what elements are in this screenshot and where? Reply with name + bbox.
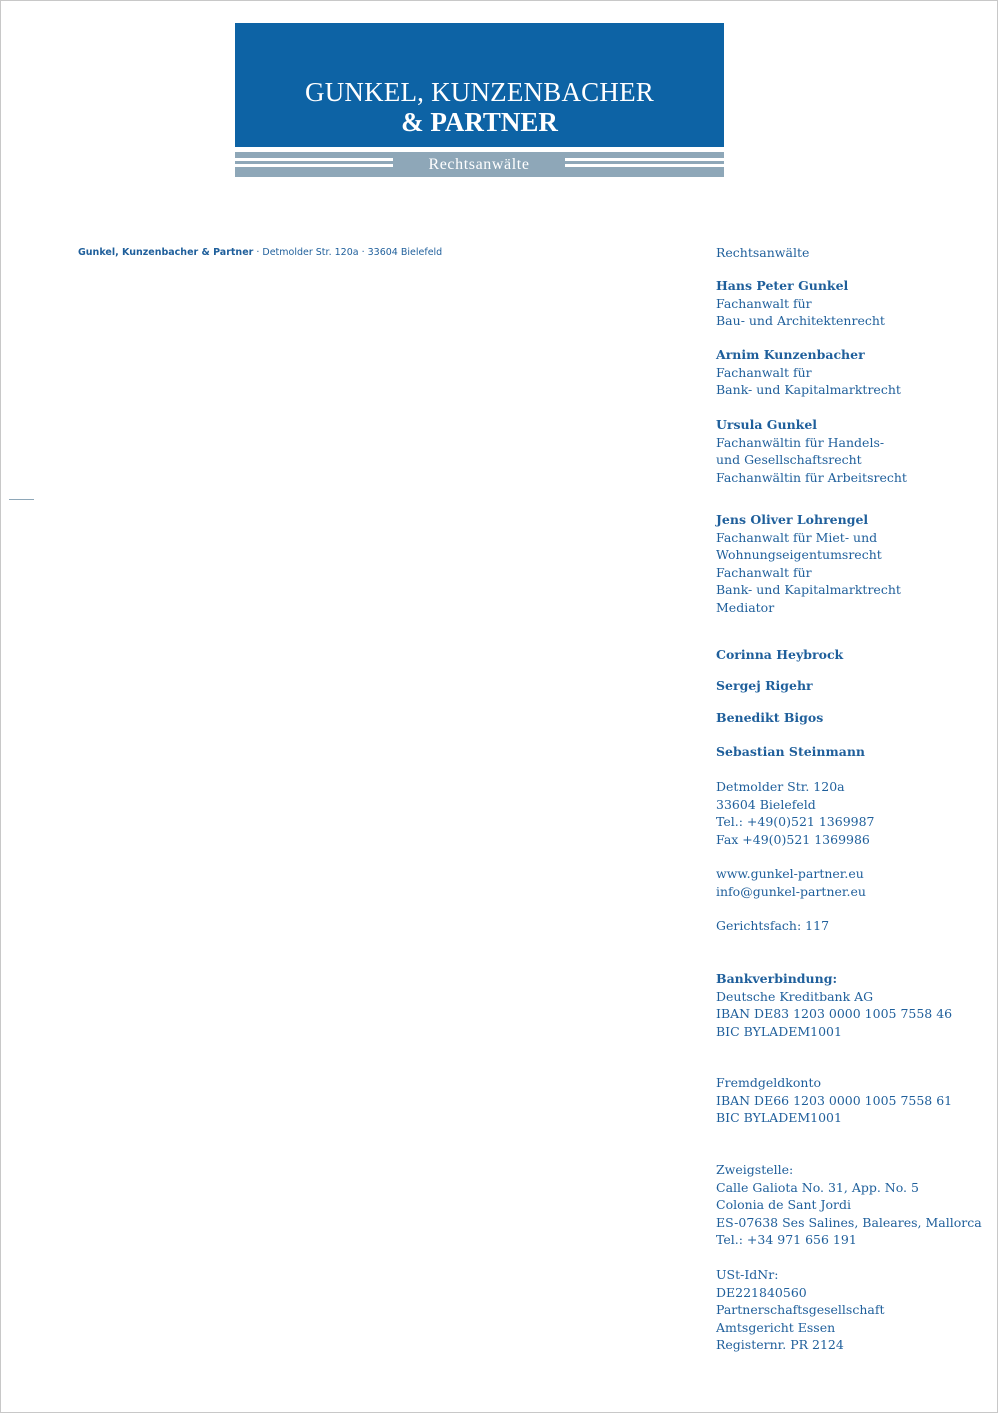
bank-details: [716, 970, 952, 1040]
associate-name: Corinna Heybrock: [716, 647, 844, 662]
sender-name: Gunkel, Kunzenbacher & Partner: [78, 247, 254, 258]
branch-office: [716, 1161, 982, 1249]
court-box: Gerichtsfach: 117: [716, 918, 830, 933]
sender-address: · Detmolder Str. 120a · 33604 Bielefeld: [253, 247, 443, 258]
associate-name: Sebastian Steinmann: [716, 744, 866, 759]
lawyer-title: Fachanwältin für Handels-: [716, 434, 885, 450]
lawyer-title: Wohnungseigentumsrecht: [716, 547, 882, 562]
lawyer-title: Fachanwalt für: [716, 295, 812, 311]
lawyer-title: Bank- und Kapitalmarktrecht: [716, 582, 901, 597]
trust-account-iban: IBAN DE66 1203 0000 1005 7558 61: [716, 1092, 953, 1108]
trust-account: [716, 1074, 952, 1127]
sender-return-address: [78, 247, 442, 258]
branch-label: Zweigstelle:: [716, 1162, 794, 1177]
lawyer-title: Bank- und Kapitalmarktrecht: [716, 382, 901, 397]
legal-info: [716, 1266, 884, 1354]
lawyer-name: Arnim Kunzenbacher: [716, 347, 865, 362]
lawyer-entry: [716, 277, 885, 330]
website-link: www.gunkel-partner.eu: [716, 866, 864, 881]
bank-iban: IBAN DE83 1203 0000 1005 7558 46: [716, 1006, 953, 1021]
branch-city: ES-07638 Ses Salines, Baleares, Mallorca: [716, 1214, 982, 1230]
vat-id: DE221840560: [716, 1284, 807, 1300]
bank-name: Deutsche Kreditbank AG: [716, 988, 874, 1004]
lawyer-entry: [716, 346, 901, 399]
branch-phone: Tel.: +34 971 656 191: [716, 1232, 857, 1247]
company-type: Partnerschaftsgesellschaft: [716, 1302, 885, 1317]
lawyer-title: Fachanwalt für: [716, 364, 812, 380]
logo-tagline: Rechtsanwälte: [393, 152, 565, 177]
lawyer-title: Mediator: [716, 599, 775, 615]
lawyer-name: Jens Oliver Lohrengel: [716, 512, 869, 527]
trust-account-label: Fremdgeldkonto: [716, 1075, 821, 1090]
lawyer-title: Fachanwältin für Arbeitsrecht: [716, 469, 907, 485]
lawyer-entry: [716, 511, 901, 616]
branch-street: Calle Galiota No. 31, App. No. 5: [716, 1179, 919, 1195]
firm-logo: [235, 23, 724, 147]
vat-label: USt-IdNr:: [716, 1267, 779, 1282]
logo-firm-name-line2: & PARTNER: [401, 107, 558, 137]
fax-number: Fax +49(0)521 1369986: [716, 831, 870, 847]
associate-name: Benedikt Bigos: [716, 710, 824, 725]
bank-bic: BIC BYLADEM1001: [716, 1023, 842, 1039]
office-address: [716, 778, 875, 848]
phone-number: Tel.: +49(0)521 1369987: [716, 814, 875, 829]
email-address: info@gunkel-partner.eu: [716, 883, 866, 899]
bank-label: Bankverbindung:: [716, 971, 838, 986]
web-contact: [716, 865, 866, 900]
lawyer-entry: [716, 416, 907, 486]
lawyer-title: und Gesellschaftsrecht: [716, 452, 862, 467]
logo-firm-name-line1: GUNKEL, KUNZENBACHER: [305, 77, 654, 107]
address-city: 33604 Bielefeld: [716, 796, 816, 812]
associate-name: Sergej Rigehr: [716, 678, 813, 693]
lawyer-title: Bau- und Architektenrecht: [716, 313, 885, 328]
trust-account-bic: BIC BYLADEM1001: [716, 1110, 842, 1125]
sidebar-heading: Rechtsanwälte: [716, 245, 810, 260]
fold-mark: [9, 499, 34, 500]
branch-area: Colonia de Sant Jordi: [716, 1197, 852, 1212]
lawyer-title: Fachanwalt für: [716, 564, 812, 580]
lawyer-name: Ursula Gunkel: [716, 417, 818, 432]
address-street: Detmolder Str. 120a: [716, 779, 845, 794]
lawyer-title: Fachanwalt für Miet- und: [716, 529, 878, 545]
register-number: Registernr. PR 2124: [716, 1337, 844, 1352]
register-court: Amtsgericht Essen: [716, 1319, 836, 1335]
lawyer-name: Hans Peter Gunkel: [716, 278, 849, 293]
